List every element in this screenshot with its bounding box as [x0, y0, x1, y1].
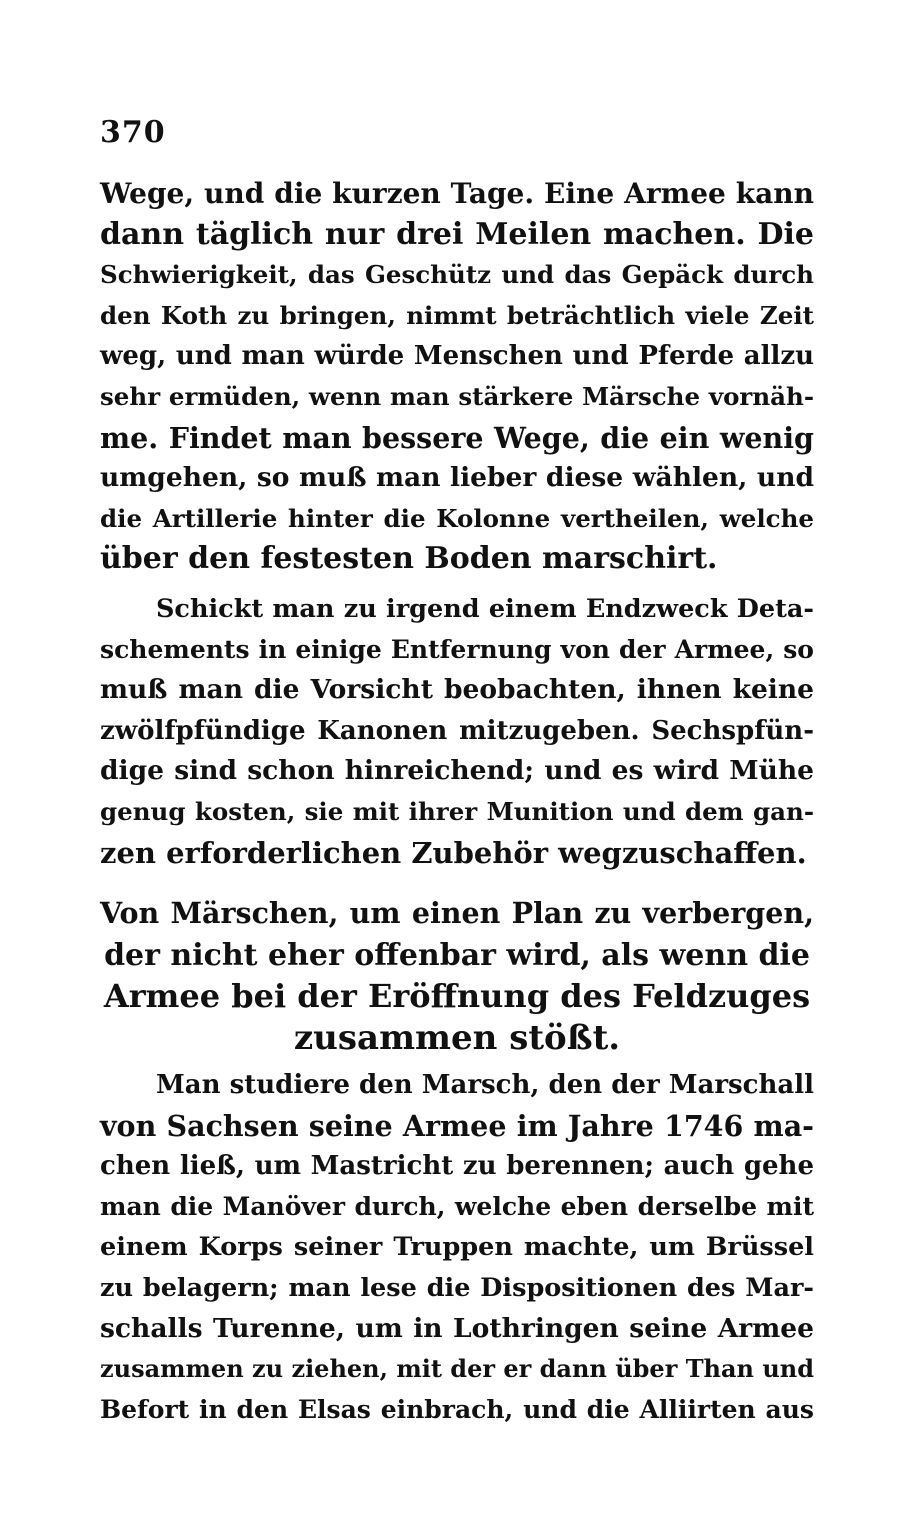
text-line: umgehen, so muß man lieber diese wählen, und: [100, 462, 814, 494]
heading-line: Von Märschen, um einen Plan zu verbergen,: [100, 896, 814, 930]
heading-line: Armee bei der Eröffnung des Feldzuges: [103, 977, 811, 1015]
text-line: dige sind schon hinreichend; und es wird Mühe: [100, 755, 814, 787]
text-line: schalls Turenne, um in Lothringen seine Armee: [100, 1312, 814, 1344]
text-line: Befort in den Elsas einbrach, und die Alliirten aus: [100, 1394, 814, 1424]
paragraph-3: [100, 1065, 814, 1430]
heading-line: zusammen stößt.: [293, 1017, 621, 1058]
text-line: schements in einige Entfernung von der Armee, so: [100, 634, 814, 664]
text-line: chen ließ, um Mastricht zu berennen; auch gehe: [100, 1151, 814, 1182]
text-line: zu belagern; man lese die Dispositionen des Mar-: [100, 1272, 814, 1303]
text-line: weg, und man würde Menschen und Pferde allzu: [100, 341, 814, 372]
text-line: den Koth zu bringen, nimmt beträchtlich viele Zeit: [100, 300, 814, 330]
text-line: Schwierigkeit, das Geschütz und das Gepäck durch: [100, 260, 814, 290]
paragraph-2: [100, 589, 814, 873]
page-number: 370: [100, 115, 166, 150]
text-line: sehr ermüden, wenn man stärkere Märsche vornäh-: [100, 381, 814, 411]
text-line: einem Korps seiner Truppen machte, um Brüssel: [100, 1232, 814, 1263]
text-line: dann täglich nur drei Meilen machen. Die: [100, 216, 814, 252]
heading-line: der nicht eher offenbar wird, als wenn die: [104, 937, 810, 973]
text-line: zusammen zu ziehen, mit der er dann über Than und: [100, 1354, 815, 1384]
text-line: me. Findet man bessere Wege, die ein wenig: [100, 420, 814, 455]
text-line: die Artillerie hinter die Kolonne vertheilen, welche: [100, 503, 814, 533]
text-line: Man studiere den Marsch, den der Marschall: [156, 1070, 814, 1100]
text-line: muß man die Vorsicht beobachten, ihnen keine: [100, 674, 814, 706]
text-line: von Sachsen seine Armee im Jahre 1746 ma-: [100, 1108, 814, 1143]
text-line: Schickt man zu irgend einem Endzweck Deta-: [156, 594, 814, 624]
text-line: genug kosten, sie mit ihrer Munition und dem gan-: [100, 796, 814, 826]
text-line: Wege, und die kurzen Tage. Eine Armee kann: [100, 177, 814, 210]
text-line: zwölfpfündige Kanonen mitzugeben. Sechspfün-: [100, 715, 814, 746]
section-heading: [100, 893, 814, 1059]
paragraph-1: [100, 174, 814, 580]
text-line: zen erforderlichen Zubehör wegzuschaffen.: [100, 835, 807, 870]
text-line: über den festesten Boden marschirt.: [100, 541, 718, 577]
text-line: man die Manöver durch, welche eben derselbe mit: [100, 1191, 814, 1221]
